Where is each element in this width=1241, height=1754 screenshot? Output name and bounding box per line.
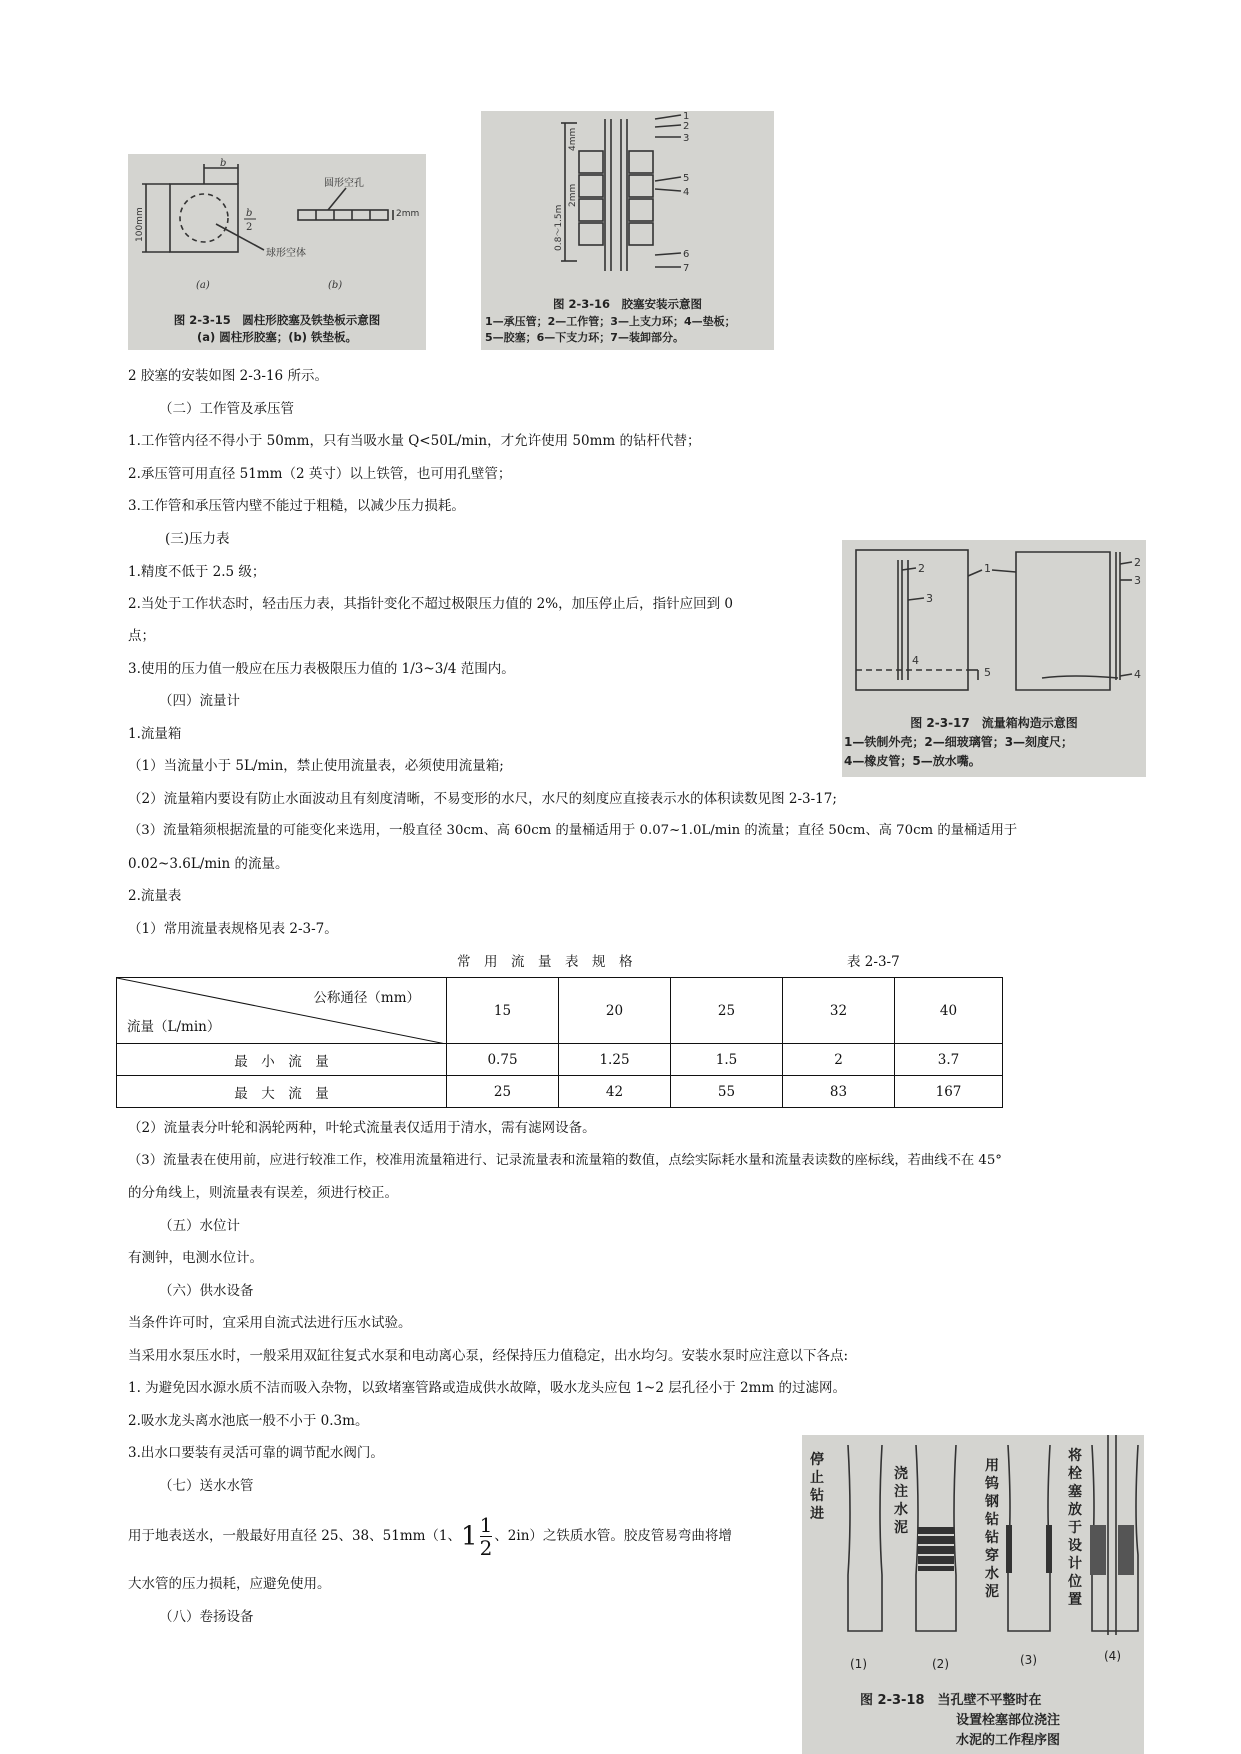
fig18-label-2: (2) — [932, 1657, 949, 1671]
heading-delivery-pipe: （七）送水水管 — [159, 1478, 254, 1494]
table-diameter-cell: 32 — [783, 978, 895, 1044]
heading-flowmeter: （四）流量计 — [159, 693, 240, 709]
table-diameter-cell: 40 — [895, 978, 1003, 1044]
fig16-num-5: 5 — [683, 173, 690, 184]
figure-2-3-18 — [802, 1435, 1144, 1754]
fig15-label-round-hole: 圆形空孔 — [324, 178, 364, 189]
fig16-dim-length: 0.8～1.5m — [554, 204, 564, 251]
fig18-step4: 将栓塞放于设计位置 — [1068, 1448, 1082, 1608]
table-number: 表 2-3-7 — [847, 954, 900, 970]
fig15-dim-100mm: 100mm — [135, 207, 145, 242]
table-diagonal-header — [117, 978, 447, 1044]
fig16-caption-line1: 图 2-3-16 胶塞安装示意图 — [552, 297, 703, 311]
heading-water-supply: （六）供水设备 — [159, 1283, 254, 1299]
table-row-min-label: 最 小 流 量 — [117, 1044, 447, 1076]
figure-2-3-16 — [481, 111, 774, 350]
fig16-num-7: 7 — [683, 263, 690, 274]
table-cell: 167 — [895, 1076, 1003, 1108]
figure-2-3-17 — [842, 540, 1146, 777]
fraction-denominator: 2 — [479, 1536, 493, 1560]
fig17-num-3-right: 3 — [1134, 574, 1141, 587]
fig17-num-2-right: 2 — [1134, 556, 1141, 569]
fig16-caption-line2: 1—承压管；2—工作管；3—上支力环；4—垫板； — [485, 315, 736, 328]
para-gauge-2b: 点； — [128, 628, 155, 644]
fig17-num-4-left: 4 — [912, 654, 919, 667]
table-cell: 25 — [447, 1076, 559, 1108]
para-flow-meter-3a: （3）流量表在使用前，应进行较准工作，校准用流量箱进行、记录流量表和流量箱的数值，点绘实际耗水量和流量表读数的座标线，若曲线不在 45° — [128, 1153, 1002, 1168]
fig15-caption-line2: (a) 圆柱形胶塞；(b) 铁垫板。 — [196, 330, 358, 344]
para-flow-meter-1: （1）常用流量表规格见表 2-3-7。 — [128, 921, 338, 937]
para-gasket-install: 2 胶塞的安装如图 2-3-16 所示。 — [128, 368, 328, 384]
para-flow-box-1: （1）当流量小于 5L/min，禁止使用流量表，必须使用流量箱; — [128, 758, 504, 774]
fig18-step1: 停止钻进 — [810, 1452, 824, 1522]
table-cell: 1.5 — [671, 1044, 783, 1076]
fig17-num-4-right: 4 — [1134, 668, 1141, 681]
table-cell: 3.7 — [895, 1044, 1003, 1076]
table-cell: 0.75 — [447, 1044, 559, 1076]
fig18-step3: 用钨钢钻钻穿水泥 — [985, 1458, 999, 1600]
fig16-dim-4mm: 4mm — [568, 127, 578, 151]
para-supply-3: 1. 为避免因水源水质不洁而吸入杂物，以致堵塞管路或造成供水故障，吸水龙头应包 1~2 层孔径小于 2mm 的过滤网。 — [128, 1380, 847, 1396]
fig17-num-3-left: 3 — [926, 592, 933, 605]
fig18-label-3: (3) — [1020, 1653, 1037, 1667]
fig18-caption-line2: 设置栓塞部位浇注 — [956, 1713, 1061, 1728]
para-working-pipe-2: 2.承压管可用直径 51mm（2 英寸）以上铁管，也可用孔壁管； — [128, 466, 512, 482]
para-flow-meter-3b: 的分角线上，则流量表有误差，须进行校正。 — [128, 1185, 398, 1201]
fig16-num-1: 1 — [683, 111, 690, 122]
fig17-num-2-left: 2 — [918, 562, 925, 575]
heading-water-level: （五）水位计 — [159, 1218, 240, 1234]
table-title: 常 用 流 量 表 规 格 — [457, 954, 633, 970]
table-row — [117, 1044, 1003, 1076]
heading-winch: （八）卷扬设备 — [159, 1609, 254, 1625]
table-header-diameter: 公称通径（mm） — [313, 990, 420, 1006]
para-gauge-1: 1.精度不低于 2.5 级； — [128, 564, 266, 580]
para-working-pipe-1: 1.工作管内径不得小于 50mm，只有当吸水量 Q<50L/min，才允许使用 50mm 的钻杆代替； — [128, 433, 701, 449]
fig18-caption-line1: 图 2-3-18 当孔壁不平整时在 — [860, 1693, 1042, 1708]
fig15-label-a: (a) — [196, 280, 210, 291]
para-supply-5: 3.出水口要装有灵活可靠的调节配水阀门。 — [128, 1445, 384, 1461]
table-row-max-label: 最 大 流 量 — [117, 1076, 447, 1108]
para-flow-box-2: （2）流量箱内要设有防止水面波动且有刻度清晰，不易变形的水尺，水尺的刻度应直接表示水的体积读数见图 2-3-17; — [128, 791, 837, 807]
fig15-label-b: (b) — [328, 280, 343, 291]
fraction-numerator: 1 — [479, 1513, 493, 1537]
table-cell: 1.25 — [559, 1044, 671, 1076]
fig17-num-5: 5 — [984, 666, 991, 679]
fig16-num-3: 3 — [683, 133, 690, 144]
table-diameter-cell: 25 — [671, 978, 783, 1044]
fig17-caption-line2: 1—铁制外壳；2—细玻璃管；3—刻度尺； — [844, 735, 1074, 749]
para-delivery-pipe-a — [128, 1506, 732, 1567]
para-delivery-pipe-b: 大水管的压力损耗，应避免使用。 — [128, 1576, 331, 1592]
table-cell: 83 — [783, 1076, 895, 1108]
fig15-caption-line1: 图 2-3-15 圆柱形胶塞及铁垫板示意图 — [173, 313, 381, 327]
fig15-dim-b: b — [220, 158, 227, 169]
para-supply-4: 2.吸水龙头离水池底一般不小于 0.3m。 — [128, 1413, 369, 1429]
para-supply-1: 当条件许可时，宜采用自流式法进行压水试验。 — [128, 1315, 412, 1331]
para-flow-box-3a: （3）流量箱须根据流量的可能变化来选用，一般直径 30cm、高 60cm 的量桶适用于 0.07~1.0L/min 的流量；直径 50cm、高 70cm 的量桶适用于 — [128, 823, 1018, 838]
fig16-dim-2mm: 2mm — [568, 183, 578, 207]
table-cell: 2 — [783, 1044, 895, 1076]
fraction-one-half — [480, 1514, 493, 1559]
fraction-integer: 1 — [461, 1521, 478, 1552]
fig15-label-2mm: 2mm — [396, 209, 420, 219]
para-flow-box: 1.流量箱 — [128, 726, 182, 742]
para-working-pipe-3: 3.工作管和承压管内壁不能过于粗糙，以减少压力损耗。 — [128, 498, 465, 514]
para-delivery-pipe-a2: 、2in）之铁质水管。胶皮管易弯曲将增 — [494, 1528, 732, 1544]
fig15-dim-half-b-top: b — [246, 208, 253, 219]
fig16-num-4: 4 — [683, 187, 690, 198]
fig15-dim-half-b-bottom: 2 — [246, 222, 253, 233]
figure-2-3-15 — [128, 154, 426, 350]
table-diameter-cell: 20 — [559, 978, 671, 1044]
fig18-caption-line3: 水泥的工作程序图 — [956, 1733, 1061, 1748]
para-gauge-2a: 2.当处于工作状态时，轻击压力表，其指针变化不超过极限压力值的 2%，加压停止后，指针应回到 0 — [128, 596, 733, 612]
para-delivery-pipe-a1: 用于地表送水，一般最好用直径 25、38、51mm（1、 — [128, 1528, 462, 1544]
fig17-num-1: 1 — [984, 562, 991, 575]
para-water-level: 有测钟，电测水位计。 — [128, 1250, 263, 1266]
flowmeter-spec-table — [116, 977, 1003, 1108]
table-row — [117, 1076, 1003, 1108]
heading-pressure-gauge: (三)压力表 — [165, 531, 230, 547]
para-flow-meter: 2.流量表 — [128, 888, 182, 904]
fig16-num-6: 6 — [683, 249, 690, 260]
fig17-caption-line3: 4—橡皮管；5—放水嘴。 — [844, 754, 981, 768]
fig15-label-ball-cavity: 球形空体 — [266, 248, 306, 259]
table-diameter-cell: 15 — [447, 978, 559, 1044]
fig17-caption-line1: 图 2-3-17 流量箱构造示意图 — [910, 716, 1078, 730]
table-header-flow: 流量（L/min） — [127, 1019, 221, 1035]
heading-working-pipe: （二）工作管及承压管 — [159, 401, 294, 417]
fig16-num-2: 2 — [683, 121, 690, 132]
fig16-caption-line3: 5—胶塞；6—下支力环；7—装卸部分。 — [485, 331, 684, 344]
fig18-label-4: (4) — [1104, 1649, 1121, 1663]
para-gauge-3: 3.使用的压力值一般应在压力表极限压力值的 1/3~3/4 范围内。 — [128, 661, 515, 677]
table-cell: 55 — [671, 1076, 783, 1108]
para-flow-meter-2: （2）流量表分叶轮和涡轮两种，叶轮式流量表仅适用于清水，需有滤网设备。 — [128, 1120, 596, 1136]
fig18-label-1: (1) — [850, 1657, 867, 1671]
para-supply-2: 当采用水泵压水时，一般采用双缸往复式水泵和电动离心泵，经保持压力值稳定，出水均匀。安装水泵时应注意以下各点: — [128, 1348, 849, 1364]
fig18-step2: 浇注水泥 — [894, 1466, 908, 1536]
table-cell: 42 — [559, 1076, 671, 1108]
para-flow-box-3b: 0.02~3.6L/min 的流量。 — [128, 856, 289, 872]
